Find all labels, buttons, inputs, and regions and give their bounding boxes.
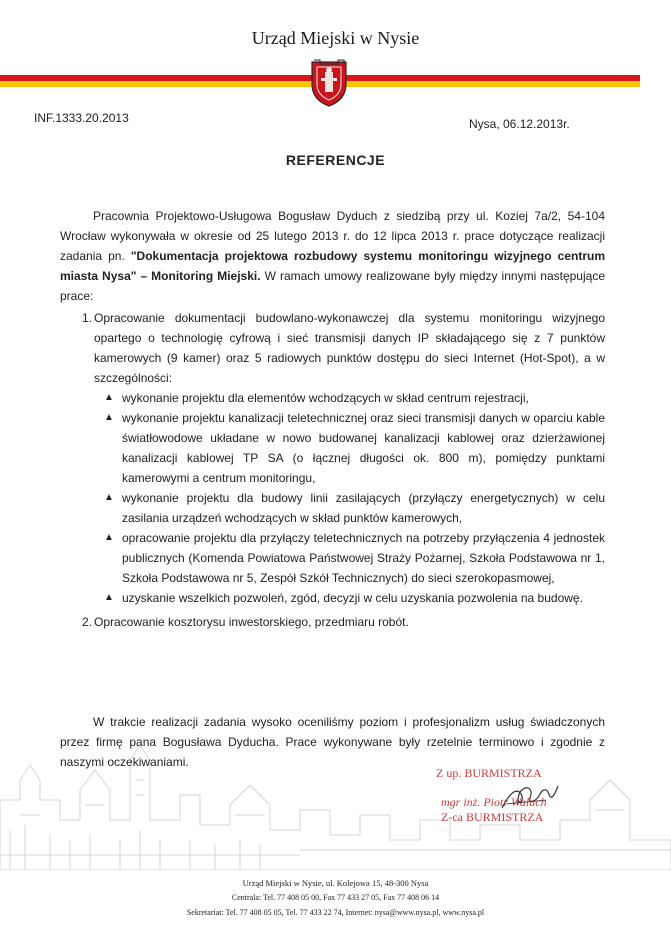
stamp-line-name: mgr inż. Piotr Walach bbox=[441, 795, 547, 809]
intro-paragraph bbox=[60, 206, 605, 306]
bullet-item bbox=[94, 588, 605, 608]
bullet-icon: ▲ bbox=[104, 532, 114, 543]
bullet-icon: ▲ bbox=[104, 592, 114, 603]
reference-number: INF.1333.20.2013 bbox=[34, 111, 129, 125]
bullet-item bbox=[94, 488, 605, 528]
bullet-text: wykonanie projektu dla budowy linii zasilających (przyłączy energetycznych) w celu zasilania urządzeń wchodzących w skład punktów kamerowych, bbox=[122, 491, 605, 525]
list-item-text: Opracowanie dokumentacji budowlano-wykonawczej dla systemu monitoringu wizyjnego opartego o technologię cyfrową i sieć transmisji danych IP składającego się z 7 punktów kamerowych (9 kamer) oraz 5 radiowych punktów dostępu do sieci Internet (Hot-Spot), a w szczególności: bbox=[94, 311, 605, 385]
bullet-item bbox=[94, 408, 605, 488]
bullet-text: wykonanie projektu kanalizacji teletechnicznej oraz sieci transmisji danych w oparciu kable światłowodowe układane w nowo budowanej kanalizacji kablowej oraz dzierżawionej kanalizacji kablowej TP SA (o łącznej długości ok. 800 m), pomiędzy punktami kamerowymi a centrum monitoringu, bbox=[122, 411, 605, 485]
bullet-text: uzyskanie wszelkich pozwoleń, zgód, decyzji w celu uzyskania pozwolenia na budowę. bbox=[122, 591, 583, 605]
document-title: REFERENCJE bbox=[285, 152, 386, 168]
intro-text-1: Pracownia Projektowo-Usługowa Bogusław Dyduch z siedzibą przy ul. Koziej 7a/2, 54-104 Wrocław wykonywała w okresie od 25 lutego 2013 r. do 12 lipca 2013 r. prace dotyczące realizacji zadania pn. bbox=[60, 209, 605, 263]
bullet-icon: ▲ bbox=[104, 392, 114, 403]
list-item-text: Opracowanie kosztorysu inwestorskiego, przedmiaru robót. bbox=[94, 615, 409, 629]
document-date: Nysa, 06.12.2013r. bbox=[469, 117, 570, 131]
list-item bbox=[60, 612, 605, 632]
bullet-icon: ▲ bbox=[104, 412, 114, 423]
bullet-item bbox=[94, 528, 605, 588]
project-name: "Dokumentacja projektowa rozbudowy systemu monitoringu wizyjnego centrum miasta Nysa" – Monitoring Miejski. bbox=[60, 249, 605, 283]
list-item-number: 1. bbox=[82, 311, 93, 325]
bullet-text: wykonanie projektu dla elementów wchodzących w skład centrum rejestracji, bbox=[122, 391, 529, 405]
list-item-number: 2. bbox=[82, 615, 93, 629]
list-item bbox=[60, 308, 605, 388]
stamp-line-title: Z-ca BURMISTRZA bbox=[441, 810, 544, 824]
handwritten-signature bbox=[500, 782, 560, 812]
bullet-item bbox=[94, 388, 605, 408]
stamp-line-authority: Z up. BURMISTRZA bbox=[436, 766, 542, 780]
footer-address: Urząd Miejski w Nysie, ul. Kolejowa 15, 48-300 Nysa bbox=[242, 878, 429, 888]
footer-phones: Centrala: Tel. 77 408 05 00, Fax 77 433 27 05, Fax 77 408 06 14 bbox=[231, 893, 440, 902]
closing-text: W trakcie realizacji zadania wysoko oceniliśmy poziom i profesjonalizm usług świadczonych przez firmę pana Bogusława Dyducha. Prace wykonywane były rzetelnie terminowo i zgodnie z naszymi oczekiwaniami. bbox=[60, 715, 605, 769]
bullet-text: opracowanie projektu dla przyłączy teletechnicznych na potrzeby przyłączenia 4 jednostek publicznych (Komenda Powiatowa Państwowej Straży Pożarnej, Szkoła Podstawowa nr 1, Szkoła Podstawowa nr 5, Zespół Szkół Technicznych) do sieci szerokopasmowej, bbox=[122, 531, 605, 585]
intro-text-2: W ramach umowy realizowane były między innymi następujące prace: bbox=[60, 269, 605, 303]
bullet-icon: ▲ bbox=[104, 492, 114, 503]
work-list bbox=[60, 308, 605, 632]
closing-paragraph bbox=[60, 712, 605, 772]
coat-of-arms-icon bbox=[308, 58, 350, 108]
letterhead-title: Urząd Miejski w Nysie bbox=[251, 28, 420, 48]
footer-contact: Sekretariat: Tel. 77 408 05 05, Tel. 77 433 22 74, Internet: nysa@www.nysa.pl, www.nysa.pl bbox=[186, 908, 485, 917]
